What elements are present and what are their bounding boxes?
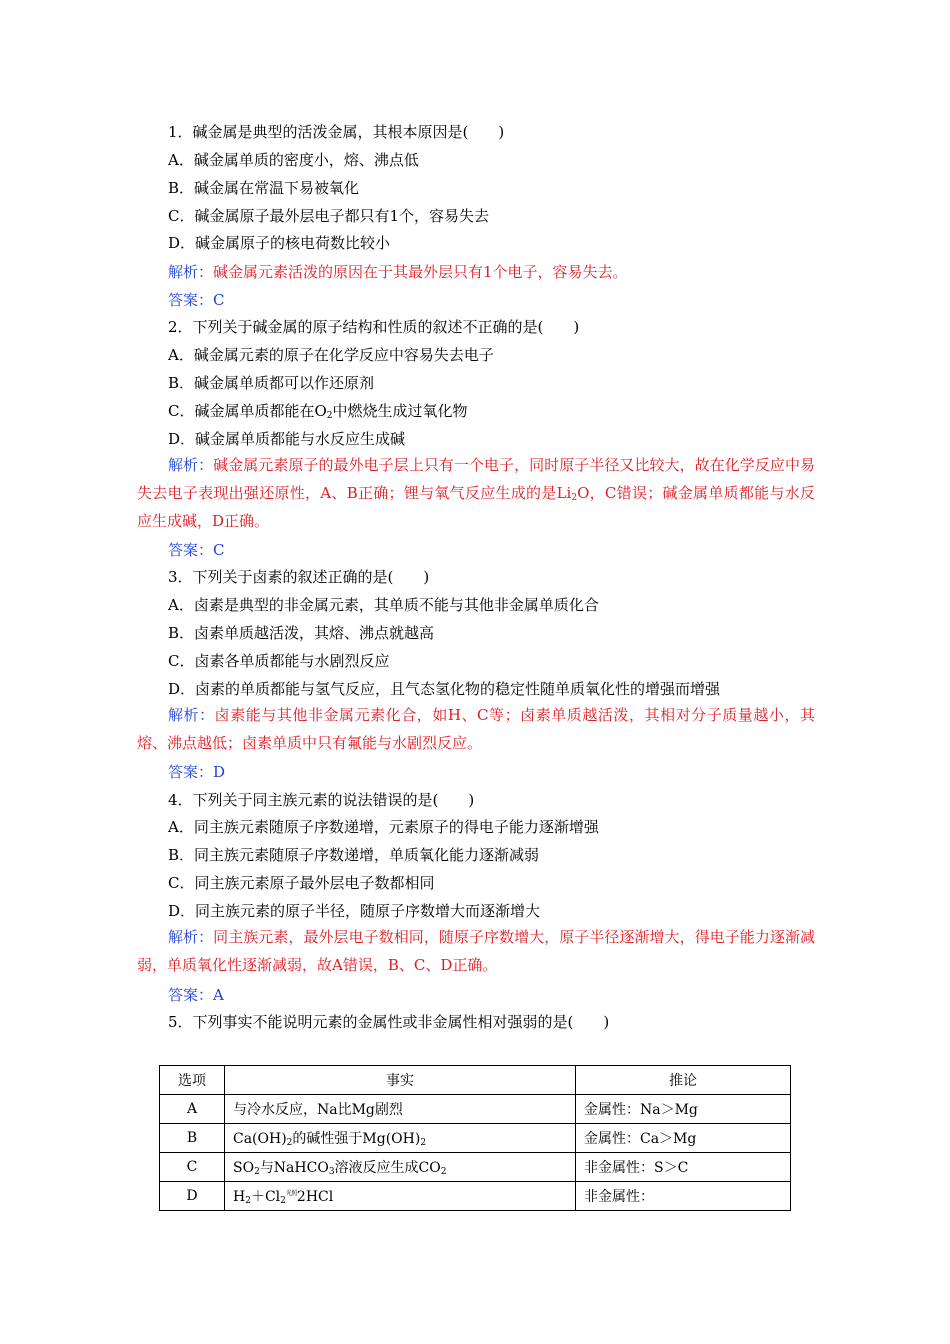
q1-answer: 答案：C [168,291,225,309]
q2-answer: 答案：C [168,541,225,559]
q2-option-c: C．碱金属单质都能在$O_2$中燃烧生成过氧化物 [168,402,468,421]
table-cell-inference: 金属性：Na＞Mg [576,1095,791,1124]
table-cell-inference: 金属性：Ca＞Mg [576,1124,791,1153]
q2-option-a: A．碱金属元素的原子在化学反应中容易失去电子 [168,346,494,364]
q3-answer: 答案：D [168,763,226,781]
q3-option-d: D．卤素的单质都能与氢气反应，且气态氢化物的稳定性随单质氧化性的增强而增强 [168,680,721,698]
table-cell-fact: $Ca(OH)_2$的碱性强于$Mg(OH)_2$ [225,1124,576,1153]
table-header-inference: 推论 [576,1066,791,1095]
table-row [160,1095,791,1124]
table-cell-option: D [160,1182,225,1211]
table-cell-fact: 与冷水反应，Na比Mg剧烈 [225,1095,576,1124]
q1-option-a: A．碱金属单质的密度小，熔、沸点低 [168,151,419,169]
q3-option-a: A．卤素是典型的非金属元素，其单质不能与其他非金属单质化合 [168,596,599,614]
q2-explanation [137,451,815,535]
q4-answer: 答案：A [168,986,224,1004]
q4-option-c: C．同主族元素原子最外层电子数都相同 [168,874,435,892]
table-cell-inference: 非金属性： [576,1182,791,1211]
table-cell-fact: $SO_2$与NaHCO$_3$溶液反应生成$CO_2$ [225,1153,576,1182]
q1-option-d: D．碱金属原子的核电荷数比较小 [168,234,391,252]
explanation-text: 同主族元素，最外层电子数相同，随原子序数增大，原子半径逐渐增大，得电子能力逐渐减弱，单质氧化性逐渐减弱，故A错误，B、C、D正确。 [137,928,815,974]
q1-stem: 1．碱金属是典型的活泼金属，其根本原因是( ) [168,123,505,141]
table-cell-option: C [160,1153,225,1182]
table-row [160,1124,791,1153]
table-header-fact: 事实 [225,1066,576,1095]
explanation-label: 解析： [168,456,214,474]
explanation-label: 解析： [168,928,214,946]
table-cell-option: B [160,1124,225,1153]
explanation-text: 卤素能与其他非金属元素化合，如H、C等；卤素单质越活泼，其相对分子质量越小，其熔、沸点越低；卤素单质中只有氟能与水剧烈反应。 [137,706,815,752]
table-header-row [160,1066,791,1095]
explanation-label: 解析： [168,706,215,724]
reaction-condition: 光照 [285,1190,297,1197]
q4-option-d: D．同主族元素的原子半径，随原子序数增大而逐渐增大 [168,902,541,920]
table-row [160,1182,791,1211]
q3-explanation [137,701,815,757]
q2-option-b: B．碱金属单质都可以作还原剂 [168,374,375,392]
q4-option-a: A．同主族元素随原子序数递增，元素原子的得电子能力逐渐增强 [168,818,599,836]
table-cell-fact: $H_2+Cl_2^{光照}2HCl$ [225,1182,576,1211]
q3-stem: 3．下列关于卤素的叙述正确的是( ) [168,568,430,586]
table-row [160,1153,791,1182]
q5-table [159,1065,791,1211]
q2-stem: 2．下列关于碱金属的原子结构和性质的叙述不正确的是( ) [168,318,580,336]
q4-explanation [137,923,815,979]
q4-stem: 4．下列关于同主族元素的说法错误的是( ) [168,791,475,809]
explanation-text: 碱金属元素活泼的原因在于其最外层只有1个电子，容易失去。 [213,263,628,281]
table-header-option: 选项 [160,1066,225,1095]
explanation-text: 碱金属元素原子的最外电子层上只有一个电子，同时原子半径又比较大，故在化学反应中易失去电子表现出强还原性，A、B正确；锂与氧气反应生成的是$Li_2O$，C错误；碱金属单质都能与水反应生成碱，D正确。 [137,456,815,530]
q1-explanation [168,262,628,282]
explanation-label: 解析： [168,263,214,281]
q2-option-d: D．碱金属单质都能与水反应生成碱 [168,430,406,448]
q5-stem: 5．下列事实不能说明元素的金属性或非金属性相对强弱的是( ) [168,1013,610,1031]
table-cell-option: A [160,1095,225,1124]
q3-option-c: C．卤素各单质都能与水剧烈反应 [168,652,390,670]
q4-option-b: B．同主族元素随原子序数递增，单质氧化能力逐渐减弱 [168,846,540,864]
q1-option-c: C．碱金属原子最外层电子都只有1个，容易失去 [168,207,490,225]
q1-option-b: B．碱金属在常温下易被氧化 [168,179,360,197]
q3-option-b: B．卤素单质越活泼，其熔、沸点就越高 [168,624,435,642]
table-cell-inference: 非金属性：S＞C [576,1153,791,1182]
